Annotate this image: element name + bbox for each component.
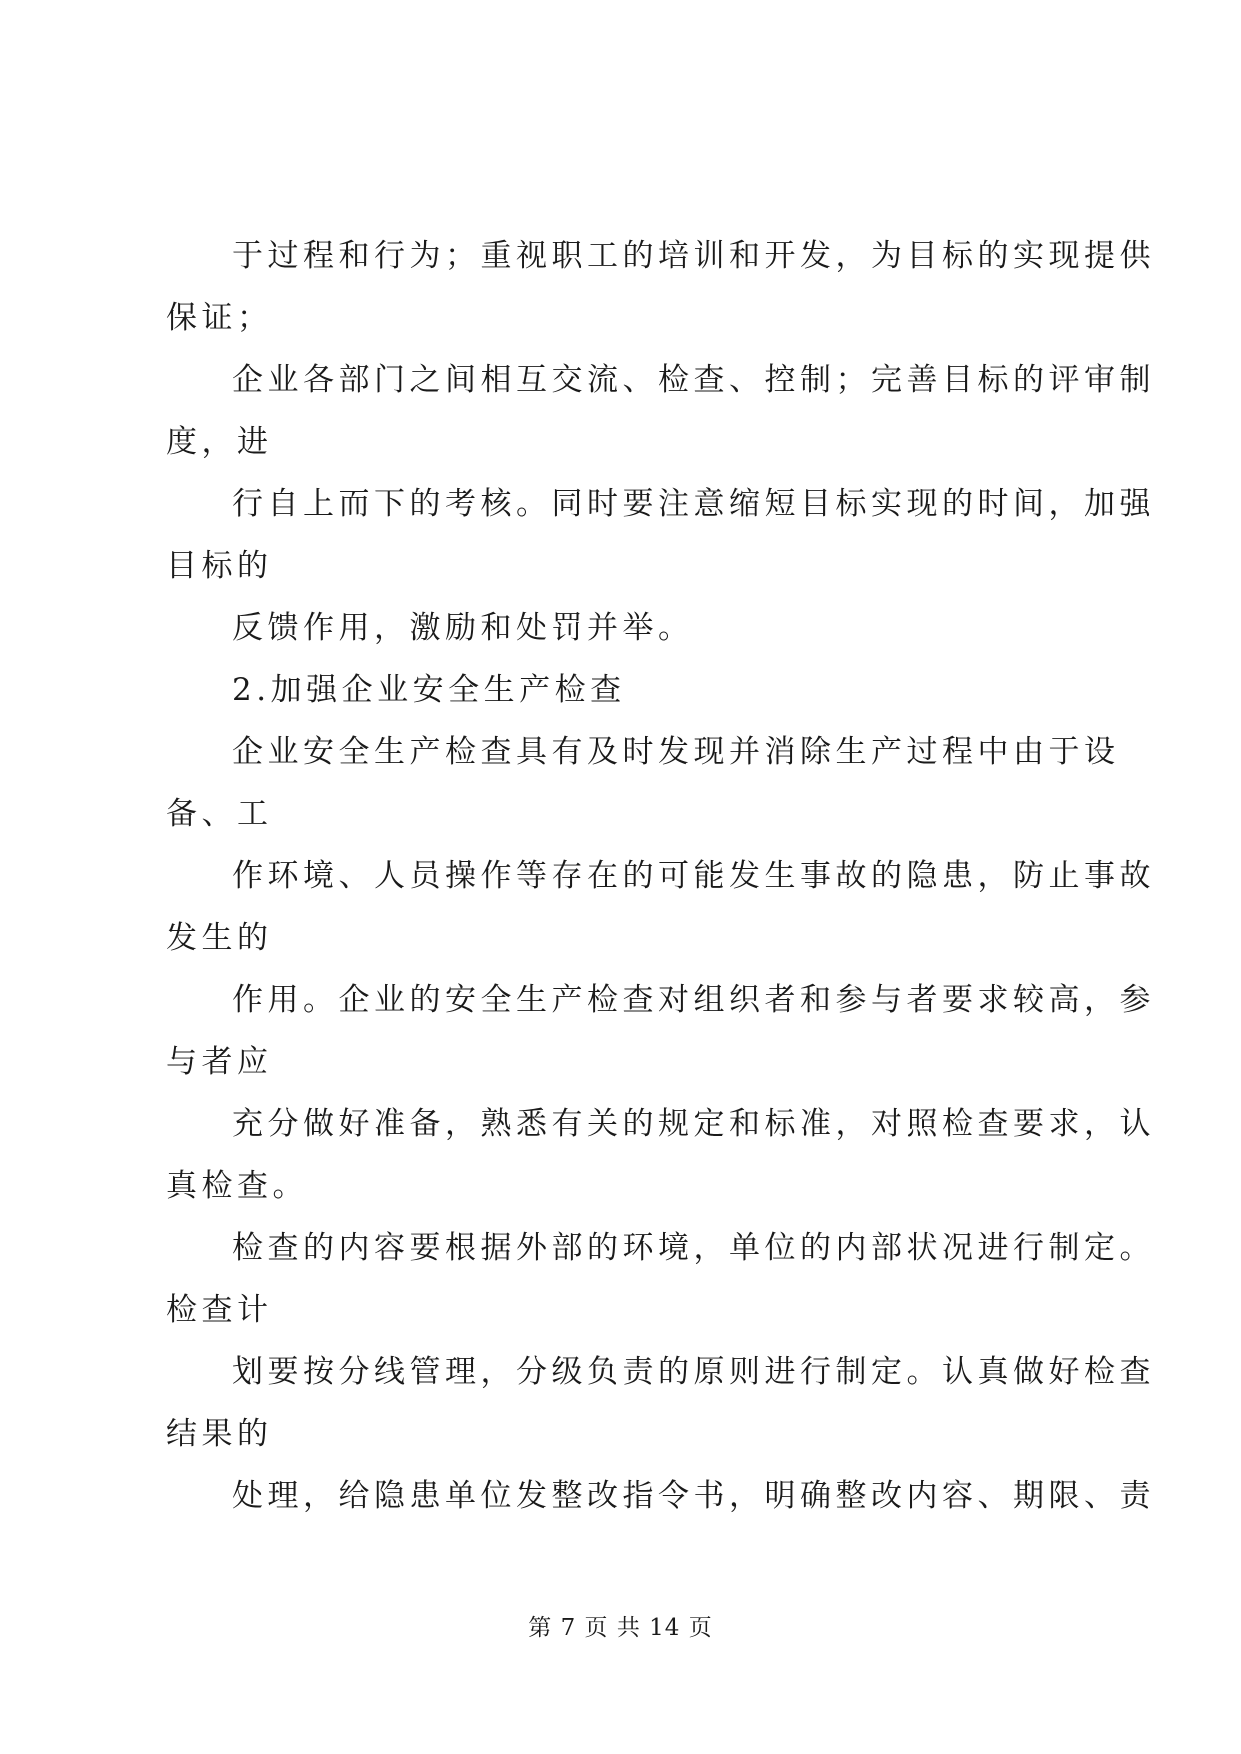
document-body [166, 225, 1155, 1527]
paragraph-line: 真检查。 [166, 1168, 308, 1204]
paragraph-line: 企业各部门之间相互交流、检查、控制；完善目标的评审制 [232, 362, 1155, 398]
paragraph-line: 发生的 [166, 920, 273, 956]
paragraph-line: 度，进 [166, 424, 273, 460]
paragraph-line: 备、工 [166, 796, 273, 832]
paragraph-line: 与者应 [166, 1044, 273, 1080]
paragraph-line: 结果的 [166, 1416, 273, 1452]
paragraph-line: 目标的 [166, 548, 273, 584]
paragraph-line: 检查计 [166, 1292, 273, 1328]
paragraph-line: 保证； [166, 300, 273, 336]
paragraph-line: 反馈作用，激励和处罚并举。 [232, 610, 694, 646]
paragraph-line: 于过程和行为；重视职工的培训和开发，为目标的实现提供 [232, 238, 1155, 274]
paragraph-line: 作环境、人员操作等存在的可能发生事故的隐患，防止事故 [232, 858, 1155, 894]
paragraph-line: 充分做好准备，熟悉有关的规定和标准，对照检查要求，认 [232, 1106, 1155, 1142]
section-heading: 2.加强企业安全生产检查 [232, 672, 626, 708]
paragraph-line: 划要按分线管理，分级负责的原则进行制定。认真做好检查 [232, 1354, 1155, 1390]
paragraph-line: 作用。企业的安全生产检查对组织者和参与者要求较高，参 [232, 982, 1155, 1018]
paragraph-line: 处理，给隐患单位发整改指令书，明确整改内容、期限、责 [232, 1478, 1155, 1514]
paragraph-line: 行自上而下的考核。同时要注意缩短目标实现的时间，加强 [232, 486, 1155, 522]
paragraph-line: 检查的内容要根据外部的环境，单位的内部状况进行制定。 [232, 1230, 1155, 1266]
page-number-footer: 第 7 页 共 14 页 [528, 1615, 713, 1641]
paragraph-line: 企业安全生产检查具有及时发现并消除生产过程中由于设 [232, 734, 1120, 770]
